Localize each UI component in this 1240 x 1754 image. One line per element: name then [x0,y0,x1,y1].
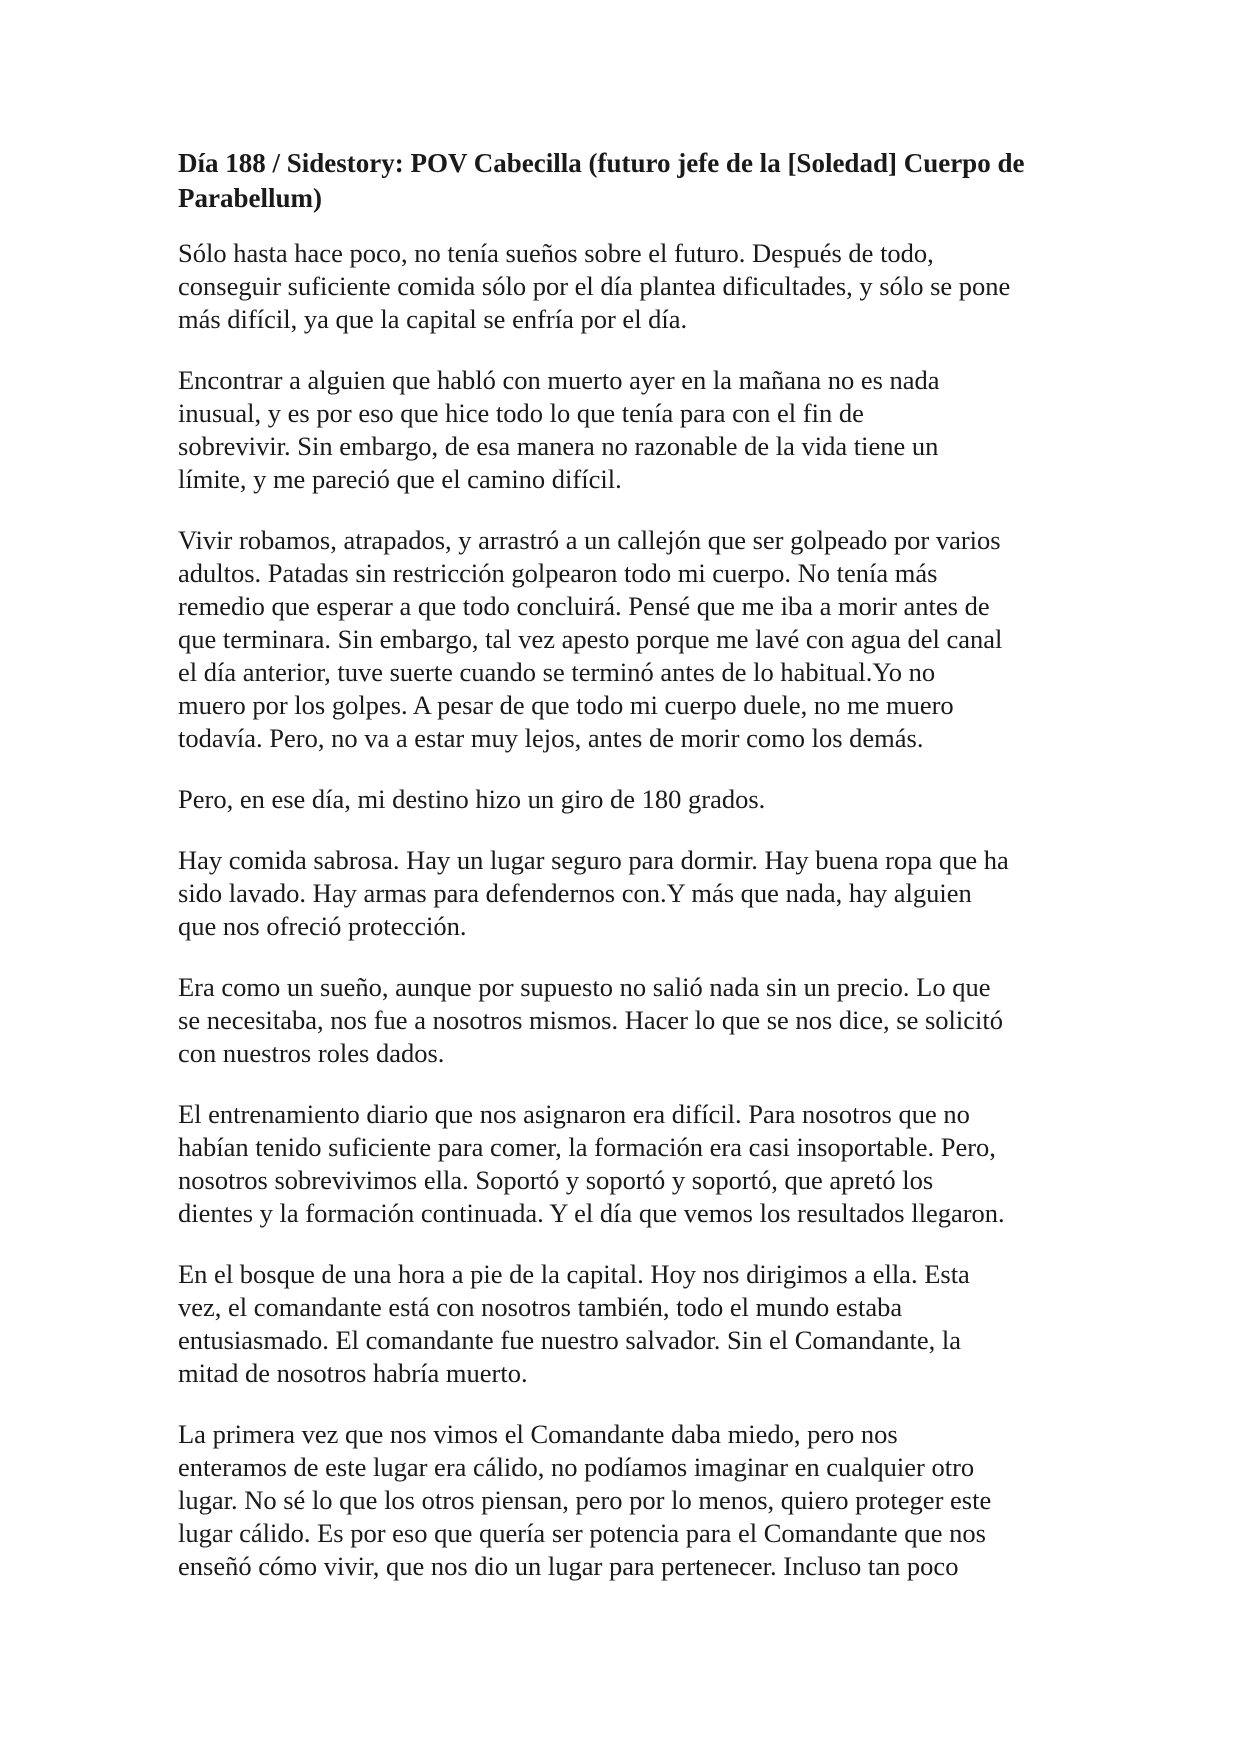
text-line: remedio que esperar a que todo concluirá. Pensé que me iba a morir antes de [178,591,990,621]
text-line: habían tenido suficiente para comer, la formación era casi insoportable. Pero, [178,1132,996,1162]
title-line: Parabellum) [178,183,322,213]
text-line: más difícil, ya que la capital se enfría por el día. [178,304,688,334]
paragraph-2 [178,364,1078,496]
text-line: entusiasmado. El comandante fue nuestro salvador. Sin el Comandante, la [178,1325,962,1355]
text-line: todavía. Pero, no va a estar muy lejos, antes de morir como los demás. [178,723,924,753]
text-line: sobrevivir. Sin embargo, de esa manera no razonable de la vida tiene un [178,431,939,461]
text-line: con nuestros roles dados. [178,1038,445,1068]
text-line: Sólo hasta hace poco, no tenía sueños sobre el futuro. Después de todo, [178,238,934,268]
text-line: dientes y la formación continuada. Y el día que vemos los resultados llegaron. [178,1198,1005,1228]
text-line: mitad de nosotros habría muerto. [178,1358,528,1388]
text-line: adultos. Patadas sin restricción golpearon todo mi cuerpo. No tenía más [178,558,938,588]
text-line: nosotros sobrevivimos ella. Soportó y soportó y soportó, que apretó los [178,1165,934,1195]
text-line: Era como un sueño, aunque por supuesto no salió nada sin un precio. Lo que [178,972,991,1002]
text-line: En el bosque de una hora a pie de la capital. Hoy nos dirigimos a ella. Esta [178,1259,970,1289]
text-line: límite, y me pareció que el camino difícil. [178,464,622,494]
paragraph-8 [178,1258,1078,1390]
text-line: lugar. No sé lo que los otros piensan, pero por lo menos, quiero proteger este [178,1485,992,1515]
text-line: se necesitaba, nos fue a nosotros mismos. Hacer lo que se nos dice, se solicitó [178,1005,1003,1035]
text-line: enseñó cómo vivir, que nos dio un lugar para pertenecer. Incluso tan poco [178,1551,959,1581]
text-line: Encontrar a alguien que habló con muerto ayer en la mañana no es nada [178,365,940,395]
text-line: muero por los golpes. A pesar de que todo mi cuerpo duele, no me muero [178,690,954,720]
text-line: enteramos de este lugar era cálido, no podíamos imaginar en cualquier otro [178,1452,975,1482]
text-line: conseguir suficiente comida sólo por el día plantea dificultades, y sólo se pone [178,271,1011,301]
paragraph-4 [178,783,1078,816]
paragraph-7 [178,1098,1078,1230]
text-line: lugar cálido. Es por eso que quería ser potencia para el Comandante que nos [178,1518,986,1548]
text-line: La primera vez que nos vimos el Comandante daba miedo, pero nos [178,1419,898,1449]
text-line: Hay comida sabrosa. Hay un lugar seguro para dormir. Hay buena ropa que ha [178,845,1009,875]
text-line: que terminara. Sin embargo, tal vez apesto porque me lavé con agua del canal [178,624,1003,654]
document-body [178,146,1078,1611]
text-line: que nos ofreció protección. [178,911,467,941]
text-line: Vivir robamos, atrapados, y arrastró a un callejón que ser golpeado por varios [178,525,1001,555]
text-line: vez, el comandante está con nosotros también, todo el mundo estaba [178,1292,903,1322]
title-line: Día 188 / Sidestory: POV Cabecilla (futuro jefe de la [Soledad] Cuerpo de [178,148,1025,178]
text-line: el día anterior, tuve suerte cuando se terminó antes de lo habitual.Yo no [178,657,936,687]
text-line: sido lavado. Hay armas para defendernos con.Y más que nada, hay alguien [178,878,972,908]
paragraph-1 [178,237,1078,336]
text-line: inusual, y es por eso que hice todo lo que tenía para con el fin de [178,398,864,428]
paragraph-5 [178,844,1078,943]
document-title [178,146,1078,216]
paragraph-9 [178,1418,1078,1583]
text-line: El entrenamiento diario que nos asignaron era difícil. Para nosotros que no [178,1099,970,1129]
text-line: Pero, en ese día, mi destino hizo un giro de 180 grados. [178,784,766,814]
paragraph-3 [178,524,1078,755]
paragraph-6 [178,971,1078,1070]
